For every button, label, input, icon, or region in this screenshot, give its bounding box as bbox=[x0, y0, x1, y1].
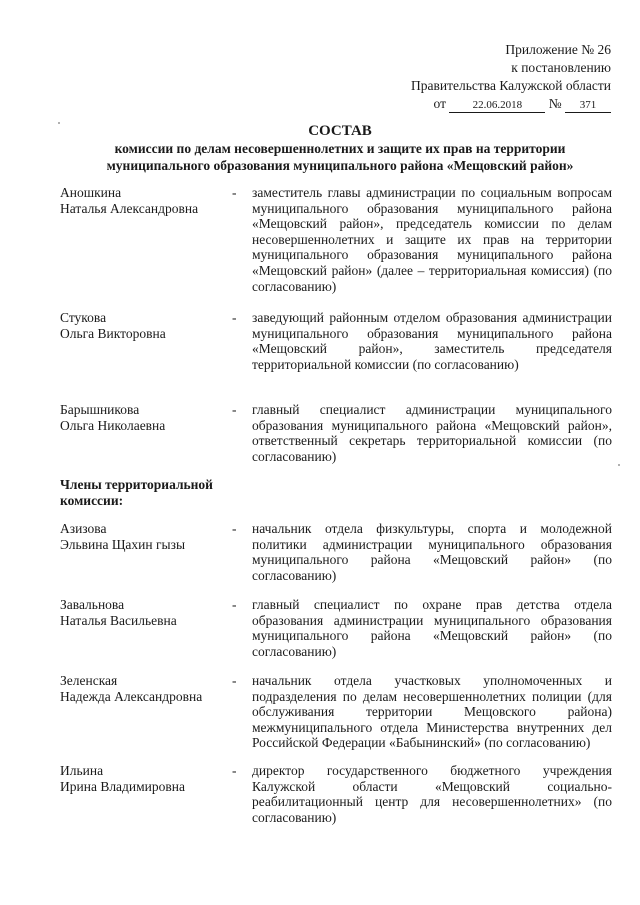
appendix-government: Правительства Калужской области bbox=[410, 78, 611, 93]
title-sub-line-2: муниципального образования муниципального района «Мещовский район» bbox=[106, 158, 574, 173]
entry-dash: - bbox=[232, 402, 237, 417]
person-name bbox=[60, 597, 240, 628]
person-surname: Ильина bbox=[60, 763, 104, 778]
person-surname: Зеленская bbox=[60, 673, 118, 688]
person-given-name: Наталья Васильевна bbox=[60, 612, 177, 628]
person-surname: Барышникова bbox=[60, 402, 140, 417]
person-given-name: Ольга Викторовна bbox=[60, 325, 166, 341]
appendix-header bbox=[411, 41, 611, 113]
entry-dash: - bbox=[232, 310, 237, 325]
appendix-number: Приложение № 26 bbox=[505, 42, 611, 57]
person-given-name: Надежда Александровна bbox=[60, 688, 203, 704]
person-surname: Азизова bbox=[60, 521, 107, 536]
number-label: № bbox=[548, 96, 562, 111]
scan-speck bbox=[58, 122, 60, 124]
entry-dash: - bbox=[232, 763, 237, 778]
appendix-date-line bbox=[411, 95, 611, 113]
entry-dash: - bbox=[232, 597, 237, 612]
person-role: заместитель главы администрации по социальным вопросам муниципального образования муниципального района «Мещовский район», председатель комиссии по делам несовершеннолетних и защите их прав на территории муниципального образования муниципального района «Мещовский район» (далее – территориальная комиссия) (по согласованию) bbox=[252, 185, 612, 294]
person-name bbox=[60, 402, 240, 433]
members-heading bbox=[60, 477, 213, 509]
scan-speck bbox=[618, 464, 620, 466]
person-role: директор государственного бюджетного учреждения Калужской области «Мещовский социально-реабилитационный центр для несовершеннолетних» (по согласованию) bbox=[252, 763, 612, 825]
person-role: начальник отдела физкультуры, спорта и молодежной политики администрации муниципального образования муниципального района «Мещовский район» (по согласованию) bbox=[252, 521, 612, 583]
resolution-date: 22.06.2018 bbox=[449, 99, 545, 113]
person-given-name: Наталья Александровна bbox=[60, 200, 199, 216]
members-heading-line-2: комиссии: bbox=[60, 493, 124, 508]
person-role: главный специалист администрации муниципального образования муниципального района «Мещовский район», ответственный секретарь территориальной комиссии (по согласованию) bbox=[252, 402, 612, 464]
person-given-name: Эльвина Щахин гызы bbox=[60, 536, 186, 552]
person-role: заведующий районным отделом образования администрации муниципального образования муниципального района «Мещовский район», заместитель председателя территориальной комиссии (по согласованию) bbox=[252, 310, 612, 372]
person-given-name: Ольга Николаевна bbox=[60, 417, 166, 433]
person-name bbox=[60, 521, 240, 552]
title-main: СОСТАВ bbox=[308, 123, 372, 139]
person-role: начальник отдела участковых уполномоченных и подразделения по делам несовершеннолетних полиции (для обслуживания территории Мещовского района) межмуниципального отдела Министерства внутренних дел Российской Федерации «Бабынинский» (по согласованию) bbox=[252, 673, 612, 751]
person-given-name: Ирина Владимировна bbox=[60, 778, 186, 794]
entry-dash: - bbox=[232, 521, 237, 536]
members-heading-line-1: Члены территориальной bbox=[60, 477, 213, 492]
resolution-number: 371 bbox=[565, 99, 611, 113]
document-title bbox=[40, 122, 640, 174]
title-sub-line-1: комиссии по делам несовершеннолетних и защите их прав на территории bbox=[114, 141, 566, 156]
person-name bbox=[60, 185, 240, 216]
person-name bbox=[60, 310, 240, 341]
person-name bbox=[60, 763, 240, 794]
entry-dash: - bbox=[232, 185, 237, 200]
person-role: главный специалист по охране прав детства отдела образования администрации муниципального образования муниципального района «Мещовский район» (по согласованию) bbox=[252, 597, 612, 659]
entry-dash: - bbox=[232, 673, 237, 688]
person-name bbox=[60, 673, 240, 704]
appendix-resolution-label: к постановлению bbox=[511, 60, 611, 75]
from-label: от bbox=[433, 96, 446, 111]
person-surname: Стукова bbox=[60, 310, 107, 325]
person-surname: Аношкина bbox=[60, 185, 122, 200]
person-surname: Завальнова bbox=[60, 597, 125, 612]
